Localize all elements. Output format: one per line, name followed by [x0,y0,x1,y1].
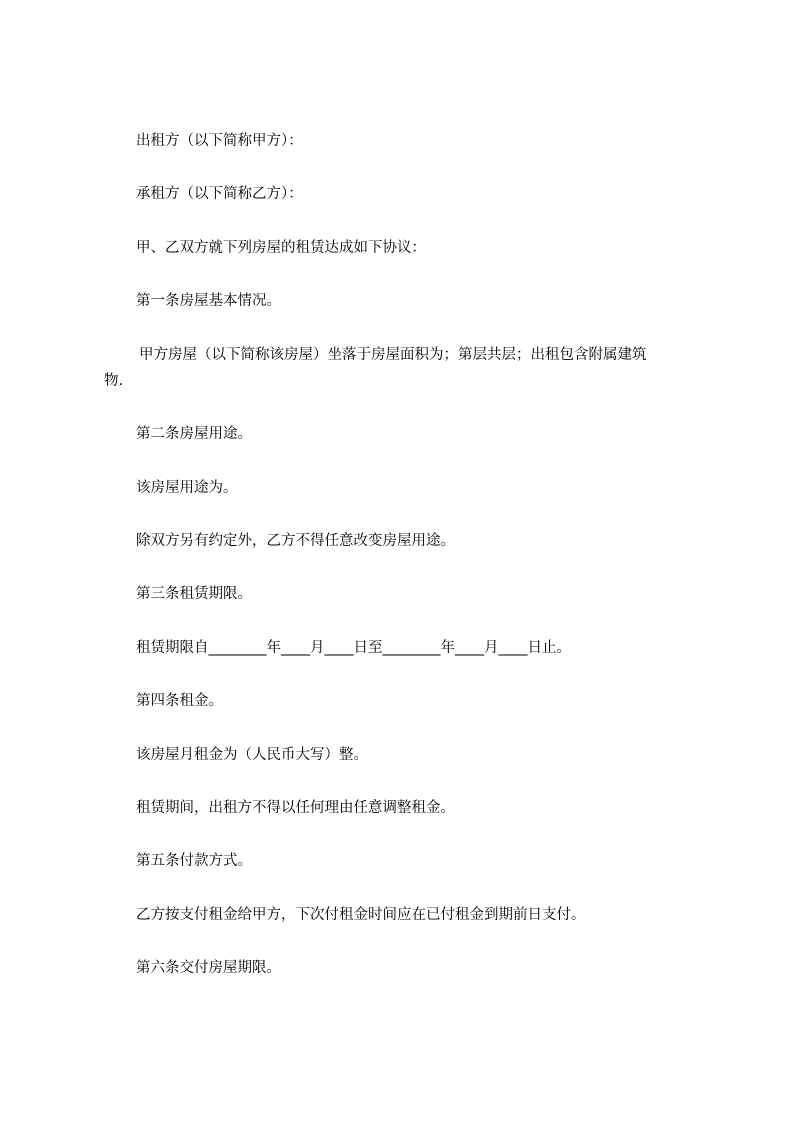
agreement-intro: 甲、乙双方就下列房屋的租赁达成如下协议： [136,240,426,256]
article-1-text-continued: 物. [104,373,124,389]
article-4-rent: 该房屋月租金为（人民币大写）整。 [136,747,368,763]
article-4-heading: 第四条租金。 [136,693,223,709]
article-1-text: 甲方房屋（以下简称该房屋）坐落于房屋面积为；第层共层；出租包含附属建筑 [139,347,647,363]
article-4-adjustment: 租赁期间，出租方不得以任何理由任意调整租金。 [136,800,455,816]
article-5-payment: 乙方按支付租金给甲方，下次付租金时间应在已付租金到期前日支付。 [136,907,586,923]
lessee-line: 承租方（以下简称乙方）： [136,186,303,202]
article-1-heading: 第一条房屋基本情况。 [136,293,281,309]
article-3-term: 租赁期限自________年____月____日至________年____月____日止。 [136,640,571,656]
article-3-heading: 第三条租赁期限。 [136,586,252,602]
article-2-heading: 第二条房屋用途。 [136,426,252,442]
article-2-usage: 该房屋用途为。 [136,480,238,496]
article-6-heading: 第六条交付房屋期限。 [136,960,281,976]
lessor-line: 出租方（以下简称甲方）： [136,133,303,149]
article-5-heading: 第五条付款方式。 [136,853,252,869]
article-2-restriction: 除双方另有约定外，乙方不得任意改变房屋用途。 [136,533,455,549]
